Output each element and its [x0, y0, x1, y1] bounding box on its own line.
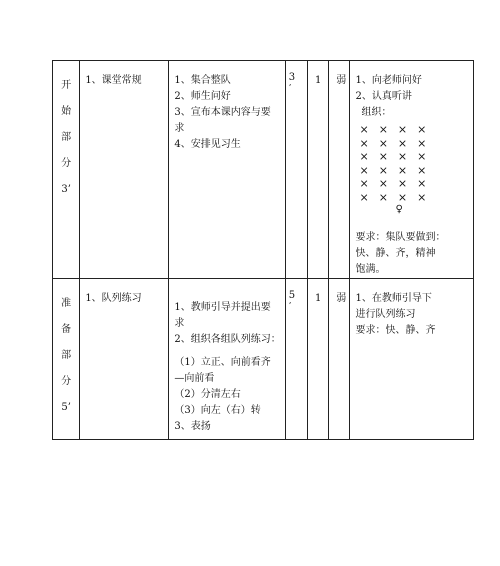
formation-row: × × × ×	[359, 177, 428, 190]
phase-char: 始	[61, 106, 72, 117]
count-cell	[307, 61, 328, 279]
phase-cell	[53, 61, 80, 279]
phase-char: 开	[61, 80, 72, 91]
formation-row: × × × ×	[359, 150, 428, 163]
content-text: 1、队列练习	[85, 293, 142, 304]
teacher-step: 3、表扬	[174, 421, 211, 432]
intensity-value: 弱	[336, 75, 347, 86]
teacher-step: （2）分清左右	[174, 389, 241, 400]
table-row-preparation	[53, 279, 474, 440]
student-step: 2、认真听讲	[355, 91, 412, 102]
intensity-cell	[329, 279, 350, 440]
phase-char: 部	[61, 350, 72, 361]
time-value: 5	[288, 290, 296, 301]
student-step: 进行队列练习	[355, 309, 416, 320]
formation-row: × × × ×	[359, 123, 428, 136]
teacher-step: 2、组织各组队列练习：	[174, 334, 281, 345]
phase-char: 分	[61, 158, 72, 169]
count-cell	[307, 279, 328, 440]
requirement-line: 快、静、齐，精神	[355, 248, 436, 259]
phase-char: 准	[61, 298, 72, 309]
time-value: 3	[288, 72, 296, 83]
intensity-value: 弱	[336, 293, 347, 304]
phase-char: 分	[61, 376, 72, 387]
formation-row: × × × ×	[359, 190, 428, 204]
teacher-step: 1、教师引导并提出要	[174, 302, 271, 313]
student-activity-cell	[350, 61, 474, 279]
teacher-position-icon: ♀	[395, 204, 403, 215]
teacher-step: （3）向左（右）转	[174, 405, 261, 416]
formation-diagram	[359, 123, 473, 216]
student-step: 1、在教师引导下	[355, 293, 432, 304]
teacher-step: 2、师生问好	[174, 91, 231, 102]
content-cell	[80, 61, 169, 279]
teacher-step: 4、安排见习生	[174, 139, 241, 150]
formation-row: × × × ×	[359, 163, 428, 177]
time-cell	[285, 279, 307, 440]
student-activity-cell	[350, 279, 474, 440]
teacher-step: 求	[174, 123, 185, 134]
table-row-opening	[53, 61, 474, 279]
student-step: 要求：快、静、齐	[355, 325, 436, 336]
time-cell	[285, 61, 307, 279]
requirement-line: 饱满。	[355, 264, 386, 275]
lesson-plan-table	[52, 60, 474, 440]
time-unit: ’	[288, 301, 292, 310]
teacher-activity-cell	[169, 279, 285, 440]
student-step: 1、向老师问好	[355, 75, 422, 86]
content-text: 1、课堂常规	[85, 75, 142, 86]
phase-char: 部	[61, 132, 72, 143]
teacher-step: —向前看	[174, 373, 215, 384]
phase-char: 备	[61, 324, 72, 335]
time-unit: ’	[288, 83, 292, 92]
teacher-activity-cell	[169, 61, 285, 279]
teacher-step: 求	[174, 318, 185, 329]
intensity-cell	[329, 61, 350, 279]
content-cell	[80, 279, 169, 440]
teacher-step: （1）立正、向前看齐	[174, 357, 271, 368]
requirement-line: 要求：集队要做到：	[355, 232, 446, 243]
phase-cell	[53, 279, 80, 440]
count-value: 1	[314, 293, 322, 304]
formation-label: 组织：	[361, 107, 392, 118]
phase-duration: 5’	[61, 402, 71, 413]
phase-duration: 3’	[61, 184, 71, 195]
formation-row: × × × ×	[359, 136, 428, 150]
count-value: 1	[314, 75, 322, 86]
teacher-step: 1、集合整队	[174, 75, 231, 86]
teacher-step: 3、宣布本课内容与要	[174, 107, 271, 118]
